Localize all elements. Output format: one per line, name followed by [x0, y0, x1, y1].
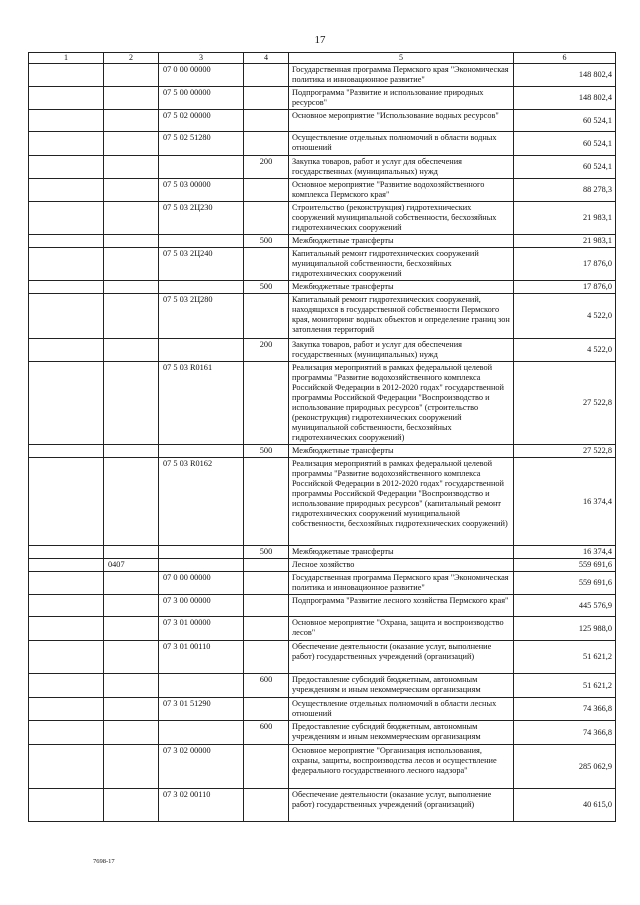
col-1-cell — [29, 110, 104, 132]
expense-type-code — [244, 64, 289, 87]
col-1-cell — [29, 458, 104, 546]
col-1-cell — [29, 132, 104, 156]
amount: 16 374,4 — [514, 546, 616, 559]
amount: 21 983,1 — [514, 202, 616, 235]
target-article-code: 07 3 00 00000 — [159, 595, 244, 617]
table-row — [29, 179, 616, 202]
table-row — [29, 64, 616, 87]
table-row — [29, 132, 616, 156]
item-name: Основное мероприятие "Использование водных ресурсов" — [289, 110, 514, 132]
table-row — [29, 641, 616, 674]
target-article-code — [159, 235, 244, 248]
target-article-code: 07 5 03 2Ц280 — [159, 294, 244, 339]
table-row — [29, 674, 616, 698]
section-code — [104, 132, 159, 156]
col-1-cell — [29, 721, 104, 745]
amount: 125 988,0 — [514, 617, 616, 641]
target-article-code: 07 0 00 00000 — [159, 64, 244, 87]
table-row — [29, 202, 616, 235]
expense-type-code — [244, 617, 289, 641]
section-code — [104, 294, 159, 339]
target-article-code: 07 5 02 51280 — [159, 132, 244, 156]
expense-type-code — [244, 202, 289, 235]
amount: 17 876,0 — [514, 248, 616, 281]
target-article-code — [159, 721, 244, 745]
section-code — [104, 64, 159, 87]
section-code — [104, 87, 159, 110]
target-article-code — [159, 445, 244, 458]
header-col-3: 3 — [159, 53, 244, 64]
col-1-cell — [29, 248, 104, 281]
section-code — [104, 445, 159, 458]
section-code — [104, 721, 159, 745]
target-article-code: 07 5 03 R0162 — [159, 458, 244, 546]
expense-type-code — [244, 458, 289, 546]
amount: 60 524,1 — [514, 110, 616, 132]
target-article-code — [159, 546, 244, 559]
item-name: Межбюджетные трансферты — [289, 281, 514, 294]
table-row — [29, 789, 616, 822]
expense-type-code — [244, 362, 289, 445]
header-col-5: 5 — [289, 53, 514, 64]
expense-type-code — [244, 248, 289, 281]
item-name: Обеспечение деятельности (оказание услуг, выполнение работ) государственных учреждений (организаций) — [289, 789, 514, 822]
expense-type-code — [244, 294, 289, 339]
section-code — [104, 362, 159, 445]
expense-type-code: 200 — [244, 156, 289, 179]
col-1-cell — [29, 641, 104, 674]
budget-table — [28, 52, 616, 822]
target-article-code: 07 5 03 2Ц230 — [159, 202, 244, 235]
table-row — [29, 339, 616, 362]
expense-type-code — [244, 179, 289, 202]
col-1-cell — [29, 546, 104, 559]
section-code — [104, 789, 159, 822]
item-name: Реализация мероприятий в рамках федеральной целевой программы "Развитие водохозяйственного комплекса Российской Федерации в 2012-2020 годах" государственной программы Российской Федерации "Воспроизводство и использование природных ресурсов" (капитальный ремонт гидротехнических сооружений муниципальной собственности, бесхозяйных гидротехнических сооружений) — [289, 458, 514, 546]
col-1-cell — [29, 698, 104, 721]
table-row — [29, 721, 616, 745]
target-article-code — [159, 339, 244, 362]
target-article-code — [159, 674, 244, 698]
item-name: Капитальный ремонт гидротехнических сооружений, находящихся в государственной собственности Пермского края, мониторинг водных объектов и определение границ зон затопления территорий — [289, 294, 514, 339]
item-name: Капитальный ремонт гидротехнических сооружений муниципальной собственности, бесхозяйных гидротехнических сооружений — [289, 248, 514, 281]
amount: 40 615,0 — [514, 789, 616, 822]
amount: 51 621,2 — [514, 641, 616, 674]
col-1-cell — [29, 445, 104, 458]
item-name: Основное мероприятие "Развитие водохозяйственного комплекса Пермского края" — [289, 179, 514, 202]
amount: 445 576,9 — [514, 595, 616, 617]
section-code — [104, 281, 159, 294]
amount: 285 062,9 — [514, 745, 616, 789]
expense-type-code — [244, 789, 289, 822]
target-article-code — [159, 281, 244, 294]
section-code — [104, 617, 159, 641]
expense-type-code: 500 — [244, 445, 289, 458]
col-1-cell — [29, 595, 104, 617]
target-article-code: 07 5 00 00000 — [159, 87, 244, 110]
amount: 148 802,4 — [514, 64, 616, 87]
section-code — [104, 546, 159, 559]
table-row — [29, 362, 616, 445]
expense-type-code — [244, 559, 289, 572]
section-code — [104, 745, 159, 789]
amount: 27 522,8 — [514, 362, 616, 445]
item-name: Межбюджетные трансферты — [289, 546, 514, 559]
col-1-cell — [29, 281, 104, 294]
table-row — [29, 110, 616, 132]
table-row — [29, 235, 616, 248]
expense-type-code — [244, 641, 289, 674]
table-body — [29, 64, 616, 822]
item-name: Подпрограмма "Развитие лесного хозяйства Пермского края" — [289, 595, 514, 617]
item-name: Строительство (реконструкция) гидротехнических сооружений муниципальной собственности, бесхозяйных гидротехнических сооружений — [289, 202, 514, 235]
item-name: Государственная программа Пермского края "Экономическая политика и инновационное развитие" — [289, 64, 514, 87]
target-article-code: 07 0 00 00000 — [159, 572, 244, 595]
amount: 559 691,6 — [514, 559, 616, 572]
section-code — [104, 202, 159, 235]
col-1-cell — [29, 559, 104, 572]
col-1-cell — [29, 572, 104, 595]
table-row — [29, 572, 616, 595]
item-name: Межбюджетные трансферты — [289, 445, 514, 458]
table-row — [29, 546, 616, 559]
expense-type-code: 500 — [244, 281, 289, 294]
item-name: Лесное хозяйство — [289, 559, 514, 572]
table-row — [29, 617, 616, 641]
section-code — [104, 674, 159, 698]
amount: 74 366,8 — [514, 721, 616, 745]
table-row — [29, 595, 616, 617]
header-row — [29, 53, 616, 64]
target-article-code: 07 3 02 00110 — [159, 789, 244, 822]
col-1-cell — [29, 179, 104, 202]
item-name: Основное мероприятие "Охрана, защита и воспроизводство лесов" — [289, 617, 514, 641]
col-1-cell — [29, 789, 104, 822]
section-code — [104, 179, 159, 202]
item-name: Подпрограмма "Развитие и использование природных ресурсов" — [289, 87, 514, 110]
item-name: Осуществление отдельных полномочий в области водных отношений — [289, 132, 514, 156]
target-article-code: 07 3 01 00110 — [159, 641, 244, 674]
col-1-cell — [29, 617, 104, 641]
amount: 51 621,2 — [514, 674, 616, 698]
section-code — [104, 698, 159, 721]
section-code — [104, 458, 159, 546]
item-name: Государственная программа Пермского края "Экономическая политика и инновационное развитие" — [289, 572, 514, 595]
section-code — [104, 595, 159, 617]
section-code — [104, 110, 159, 132]
expense-type-code: 200 — [244, 339, 289, 362]
header-col-6: 6 — [514, 53, 616, 64]
amount: 16 374,4 — [514, 458, 616, 546]
table-row — [29, 281, 616, 294]
col-1-cell — [29, 294, 104, 339]
expense-type-code — [244, 132, 289, 156]
section-code — [104, 156, 159, 179]
col-1-cell — [29, 339, 104, 362]
amount: 17 876,0 — [514, 281, 616, 294]
target-article-code: 07 5 02 00000 — [159, 110, 244, 132]
item-name: Осуществление отдельных полномочий в области лесных отношений — [289, 698, 514, 721]
amount: 4 522,0 — [514, 294, 616, 339]
amount: 148 802,4 — [514, 87, 616, 110]
amount: 88 278,3 — [514, 179, 616, 202]
item-name: Закупка товаров, работ и услуг для обеспечения государственных (муниципальных) нужд — [289, 156, 514, 179]
target-article-code: 07 5 03 00000 — [159, 179, 244, 202]
amount: 21 983,1 — [514, 235, 616, 248]
col-1-cell — [29, 745, 104, 789]
target-article-code: 07 5 03 R0161 — [159, 362, 244, 445]
table-row — [29, 698, 616, 721]
expense-type-code: 600 — [244, 721, 289, 745]
table-row — [29, 458, 616, 546]
expense-type-code — [244, 110, 289, 132]
page-number: 17 — [314, 34, 326, 46]
expense-type-code — [244, 87, 289, 110]
item-name: Реализация мероприятий в рамках федеральной целевой программы "Развитие водохозяйственного комплекса Российской Федерации в 2012-2020 годах" государственной программы Российской Федерации "Воспроизводство и использование природных ресурсов" (строительство (реконструкция) гидротехнических сооружений муниципальной собственности, бесхозяйных гидротехнических сооружений) — [289, 362, 514, 445]
col-1-cell — [29, 64, 104, 87]
expense-type-code: 500 — [244, 546, 289, 559]
item-name: Обеспечение деятельности (оказание услуг, выполнение работ) государственных учреждений (организаций) — [289, 641, 514, 674]
amount: 27 522,8 — [514, 445, 616, 458]
section-code — [104, 248, 159, 281]
target-article-code: 07 5 03 2Ц240 — [159, 248, 244, 281]
item-name: Предоставление субсидий бюджетным, автономным учреждениям и иным некоммерческим организациям — [289, 674, 514, 698]
item-name: Межбюджетные трансферты — [289, 235, 514, 248]
expense-type-code — [244, 595, 289, 617]
section-code — [104, 572, 159, 595]
header-col-4: 4 — [244, 53, 289, 64]
expense-type-code: 500 — [244, 235, 289, 248]
header-col-1: 1 — [29, 53, 104, 64]
expense-type-code — [244, 572, 289, 595]
expense-type-code — [244, 698, 289, 721]
target-article-code: 07 3 01 51290 — [159, 698, 244, 721]
target-article-code — [159, 156, 244, 179]
item-name: Основное мероприятие "Организация использования, охраны, защиты, воспроизводства лесов и осуществление федерального государственного лесного надзора" — [289, 745, 514, 789]
section-code — [104, 235, 159, 248]
section-code — [104, 641, 159, 674]
amount: 74 366,8 — [514, 698, 616, 721]
header-col-2: 2 — [104, 53, 159, 64]
expense-type-code: 600 — [244, 674, 289, 698]
table-row — [29, 87, 616, 110]
table-row — [29, 294, 616, 339]
table-row — [29, 745, 616, 789]
expense-type-code — [244, 745, 289, 789]
table-row — [29, 248, 616, 281]
target-article-code: 07 3 01 00000 — [159, 617, 244, 641]
amount: 559 691,6 — [514, 572, 616, 595]
col-1-cell — [29, 235, 104, 248]
table-row — [29, 559, 616, 572]
item-name: Закупка товаров, работ и услуг для обеспечения государственных (муниципальных) нужд — [289, 339, 514, 362]
section-code: 0407 — [104, 559, 159, 572]
col-1-cell — [29, 362, 104, 445]
col-1-cell — [29, 156, 104, 179]
section-code — [104, 339, 159, 362]
col-1-cell — [29, 202, 104, 235]
table-row — [29, 445, 616, 458]
col-1-cell — [29, 674, 104, 698]
amount: 60 524,1 — [514, 156, 616, 179]
item-name: Предоставление субсидий бюджетным, автономным учреждениям и иным некоммерческим организациям — [289, 721, 514, 745]
amount: 4 522,0 — [514, 339, 616, 362]
table-row — [29, 156, 616, 179]
amount: 60 524,1 — [514, 132, 616, 156]
target-article-code — [159, 559, 244, 572]
target-article-code: 07 3 02 00000 — [159, 745, 244, 789]
document-code: 7698-17 — [93, 858, 115, 865]
col-1-cell — [29, 87, 104, 110]
